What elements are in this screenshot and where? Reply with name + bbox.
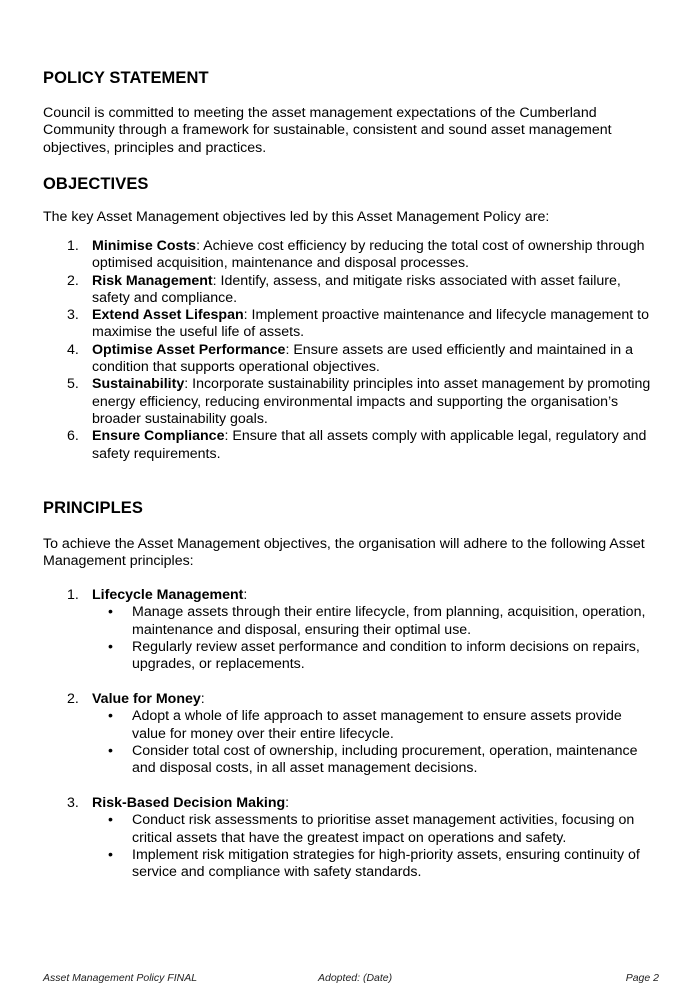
bullet-text: Consider total cost of ownership, including procurement, operation, maintenance and disposal costs, in all asset management decisions. — [132, 742, 638, 777]
bullet-icon: • — [108, 742, 113, 759]
objective-title: Extend Asset Lifespan — [92, 307, 244, 324]
bullet-item — [92, 604, 653, 639]
principles-heading: PRINCIPLES — [43, 499, 144, 517]
principle-title: Risk-Based Decision Making — [92, 794, 286, 811]
footer-adopted-date: Adopted: (Date) — [318, 972, 393, 984]
bullet-item — [92, 708, 653, 743]
objective-number: 3. — [67, 307, 79, 324]
objective-item — [43, 428, 653, 463]
principles-list — [43, 587, 653, 899]
principle-title: Value for Money — [92, 690, 201, 707]
objective-text: : Identify, assess, and mitigate risks associated with asset failure, safety and compliance. — [92, 272, 621, 306]
objective-number: 1. — [67, 238, 79, 254]
objective-number: 5. — [67, 376, 79, 393]
bullet-text: Regularly review asset performance and condition to inform decisions on repairs, upgrades, or replacements. — [132, 638, 640, 673]
footer-page-number: Page 2 — [625, 972, 659, 984]
objective-number: 6. — [67, 428, 79, 445]
principle-item — [43, 587, 653, 673]
policy-statement-heading: POLICY STATEMENT — [43, 69, 209, 87]
objectives-list — [43, 238, 653, 463]
objective-text: : Implement proactive maintenance and lifecycle management to maximise the useful life of assets. — [92, 307, 649, 341]
principle-suffix: : — [200, 690, 205, 707]
objective-item — [43, 342, 653, 377]
bullet-text: Conduct risk assessments to prioritise asset management activities, focusing on critical assets that have the greatest impact on operations and safety. — [132, 812, 635, 846]
objectives-heading: OBJECTIVES — [43, 175, 149, 193]
objective-title: Ensure Compliance — [92, 428, 225, 445]
bullet-text: Adopt a whole of life approach to asset management to ensure assets provide value for money over their entire lifecycle. — [132, 708, 622, 742]
objective-text: : Ensure assets are used efficiently and maintained in a condition that supports operational objectives. — [92, 341, 633, 376]
principle-title: Lifecycle Management — [92, 587, 244, 603]
objective-number: 4. — [67, 341, 79, 358]
principle-number: 3. — [67, 794, 79, 811]
objective-item — [43, 376, 653, 428]
principle-number: 1. — [67, 587, 79, 603]
objective-title: Risk Management — [92, 272, 213, 289]
principles-intro: To achieve the Asset Management objectives, the organisation will adhere to the following Asset Management principles: — [43, 536, 645, 570]
bullet-icon: • — [108, 812, 113, 829]
objectives-intro: The key Asset Management objectives led by this Asset Management Policy are: — [43, 209, 550, 225]
principle-bullets — [92, 812, 653, 881]
bullet-icon: • — [108, 846, 113, 863]
objective-number: 2. — [67, 272, 79, 289]
objective-title: Sustainability — [92, 376, 185, 393]
objective-item — [43, 307, 653, 342]
objective-item — [43, 238, 653, 273]
bullet-icon: • — [108, 708, 113, 725]
bullet-text: Manage assets through their entire lifecycle, from planning, acquisition, operation, maintenance and disposal, ensuring their optimal use. — [132, 604, 646, 638]
footer-document-title: Asset Management Policy FINAL — [43, 972, 198, 984]
bullet-item — [92, 847, 653, 882]
principle-item — [43, 691, 653, 777]
objective-text: : Achieve cost efficiency by reducing the total cost of ownership through optimised acquisition, maintenance and disposal processes. — [92, 238, 645, 272]
bullet-item — [92, 812, 653, 847]
objective-title: Minimise Costs — [92, 238, 197, 254]
principle-bullets — [92, 708, 653, 777]
bullet-item — [92, 743, 653, 778]
bullet-icon: • — [108, 638, 113, 655]
principle-bullets — [92, 604, 653, 673]
objective-text: : Incorporate sustainability principles into asset management by promoting energy efficiency, reducing environmental impacts and supporting the organisation’s broader sustainability goals. — [92, 376, 651, 427]
objective-title: Optimise Asset Performance — [92, 341, 286, 358]
principle-item — [43, 795, 653, 881]
principle-suffix: : — [243, 587, 248, 603]
principle-number: 2. — [67, 690, 79, 707]
principle-suffix: : — [285, 794, 290, 811]
bullet-item — [92, 639, 653, 674]
policy-statement-body: Council is committed to meeting the asset management expectations of the Cumberland Community through a framework for sustainable, consistent and sound asset management objectives, principles and practices. — [43, 105, 612, 156]
bullet-text: Implement risk mitigation strategies for high-priority assets, ensuring continuity of service and compliance with safety standards. — [132, 846, 640, 881]
bullet-icon: • — [108, 604, 113, 621]
objective-item — [43, 273, 653, 308]
objective-text: : Ensure that all assets comply with applicable legal, regulatory and safety requirements. — [92, 428, 647, 462]
